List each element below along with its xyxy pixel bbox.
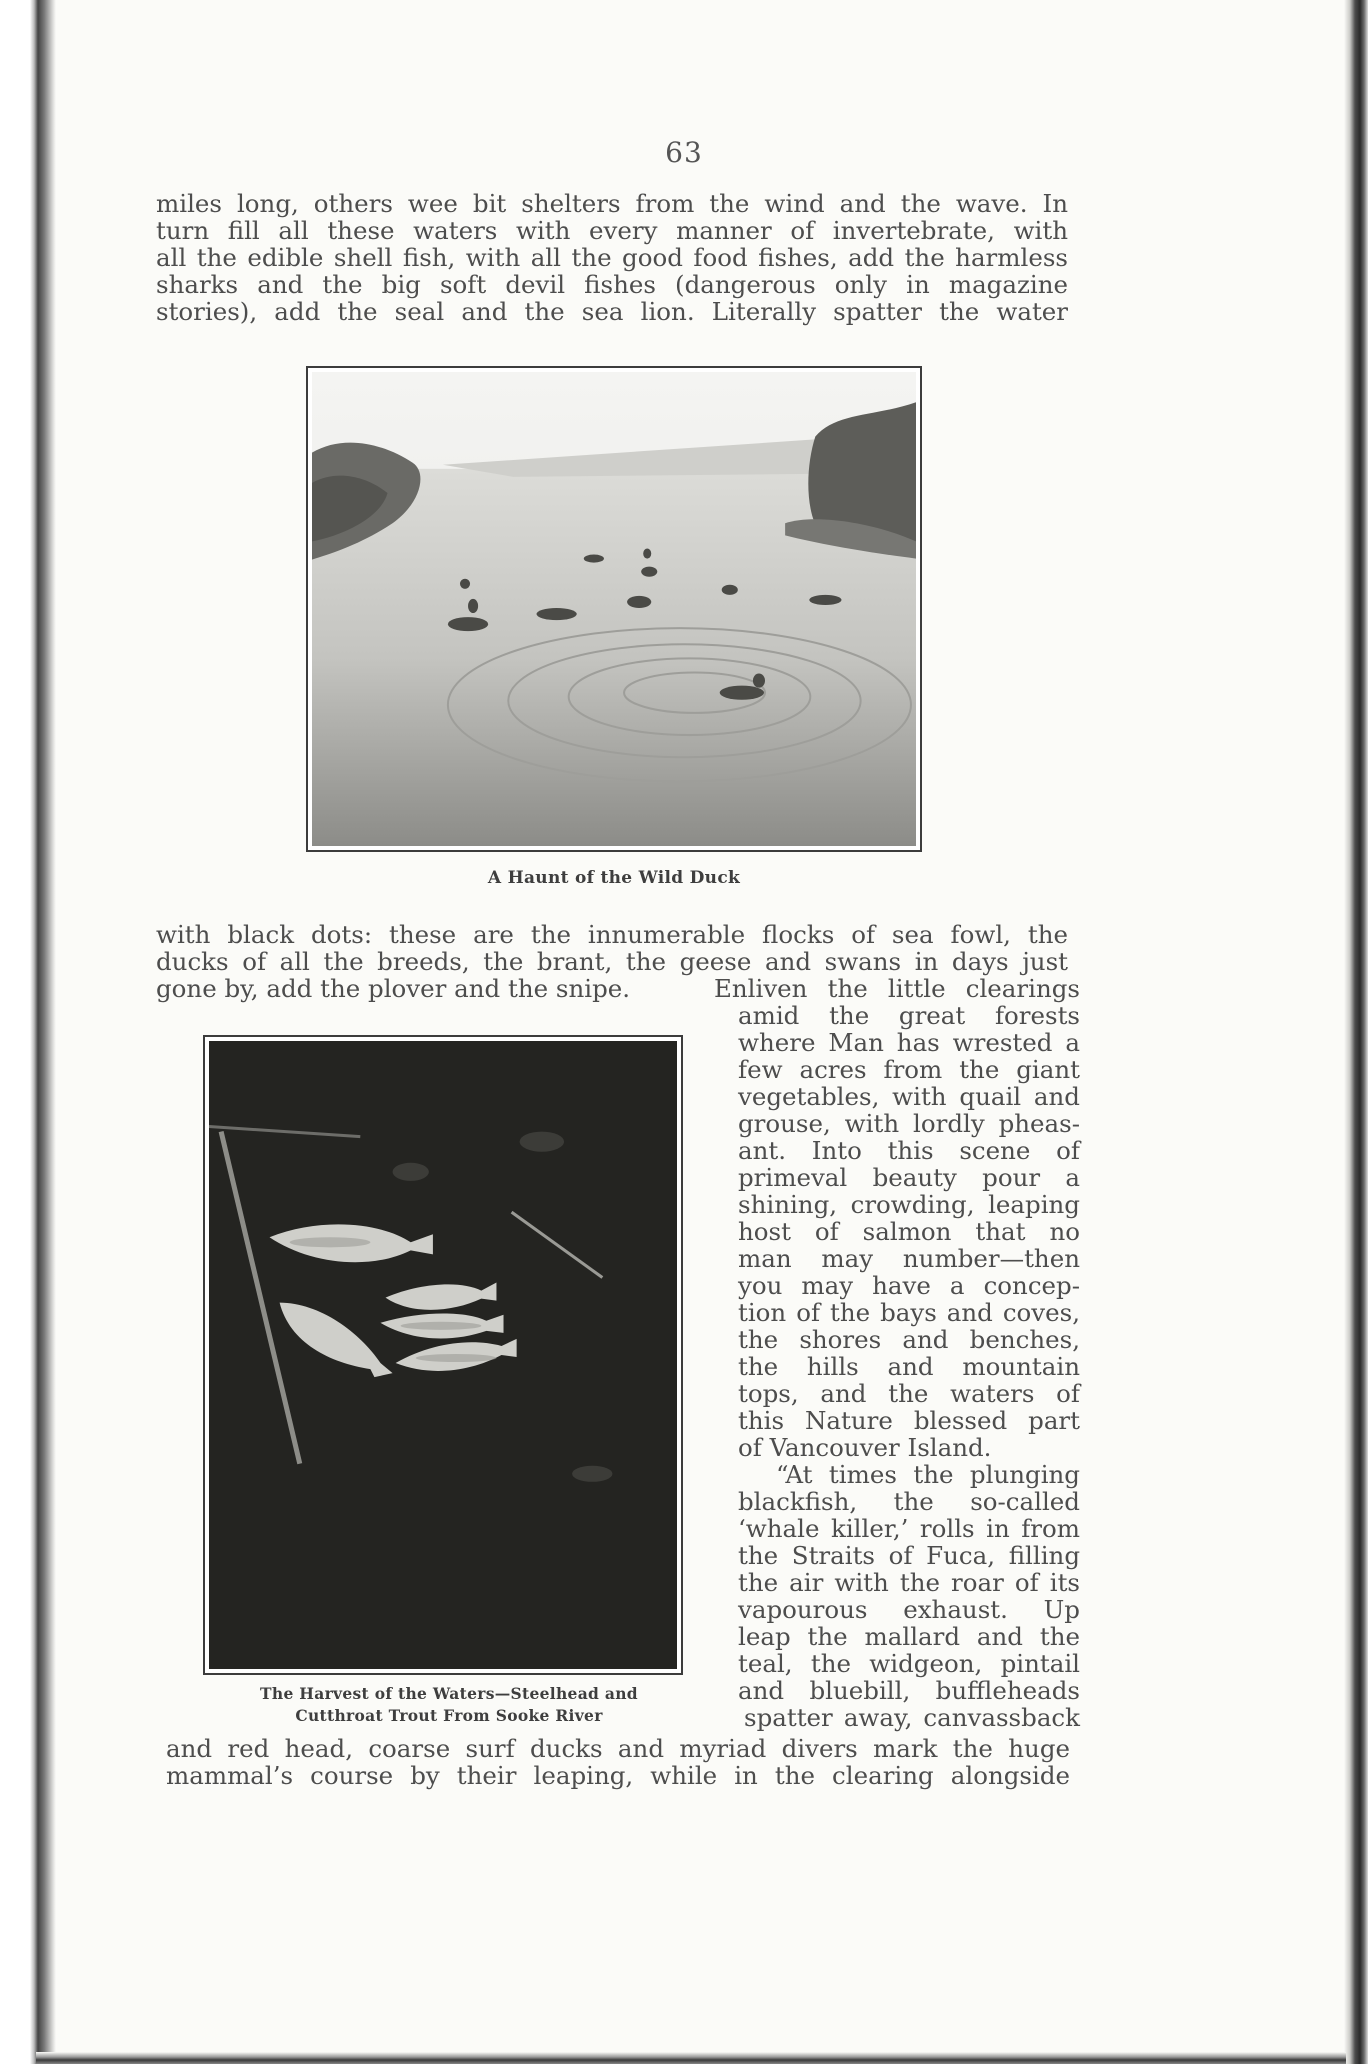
- wild-duck-caption: A Haunt of the Wild Duck: [487, 868, 741, 888]
- text-line: you may have a concep-: [738, 1271, 1080, 1300]
- text-line: the air with the roar of its: [738, 1568, 1080, 1597]
- scan-border-left: [0, 0, 56, 2064]
- text-line: host of salmon that no: [738, 1217, 1080, 1246]
- text-line: the shores and benches,: [738, 1325, 1080, 1354]
- text-line: this Nature blessed part: [738, 1406, 1080, 1435]
- text-line: turn fill all these waters with every manner of invertebrate, with: [156, 216, 1068, 245]
- text-line: and bluebill, buffleheads: [738, 1676, 1080, 1705]
- text-line: ‘whale killer,’ rolls in from: [738, 1514, 1080, 1543]
- wild-duck-photo: [306, 366, 922, 852]
- text-line: leap the mallard and the: [738, 1622, 1080, 1651]
- text-line: sharks and the big soft devil fishes (dangerous only in magazine: [156, 270, 1068, 299]
- text-line: few acres from the giant: [738, 1055, 1080, 1084]
- text-line: teal, the widgeon, pintail: [738, 1649, 1080, 1678]
- text-line: man may number—then: [738, 1244, 1080, 1273]
- text-line: shining, crowding, leaping: [738, 1190, 1080, 1219]
- scan-border-bottom: [36, 2052, 1346, 2064]
- text-line: stories), add the seal and the sea lion. Literally spatter the water: [156, 297, 1068, 326]
- text-line: the hills and mountain: [738, 1352, 1080, 1381]
- text-line: mammal’s course by their leaping, while in the clearing alongside: [166, 1761, 1070, 1790]
- text-line: and red head, coarse surf ducks and myriad divers mark the huge: [166, 1734, 1070, 1763]
- trout-caption-line2: Cutthroat Trout From Sooke River: [295, 1706, 603, 1725]
- text-line: vapourous exhaust. Up: [738, 1595, 1080, 1624]
- text-line: of Vancouver Island.: [738, 1433, 992, 1462]
- text-line: the Straits of Fuca, filling: [738, 1541, 1080, 1570]
- text-line: Enliven the little clearings: [714, 974, 1080, 1003]
- text-line: “At times the plunging: [776, 1460, 1080, 1489]
- text-line: all the edible shell fish, with all the good food fishes, add the harmless: [156, 243, 1068, 272]
- text-line: miles long, others wee bit shelters from the wind and the wave. In: [156, 189, 1068, 218]
- text-line: vegetables, with quail and: [738, 1082, 1080, 1111]
- trout-photo: [203, 1035, 683, 1675]
- trout-photo-image: [209, 1041, 677, 1669]
- text-line: where Man has wrested a: [738, 1028, 1080, 1057]
- text-line: spatter away, canvassback: [744, 1703, 1080, 1732]
- text-line: grouse, with lordly pheas-: [738, 1109, 1080, 1138]
- text-line: tion of the bays and coves,: [738, 1298, 1080, 1327]
- text-line: amid the great forests: [738, 1001, 1080, 1030]
- page-number: 63: [665, 136, 703, 169]
- trout-caption-line1: The Harvest of the Waters—Steelhead and: [260, 1684, 638, 1703]
- text-line: ant. Into this scene of: [738, 1136, 1080, 1165]
- text-line: with black dots: these are the innumerable flocks of sea fowl, the: [156, 920, 1068, 949]
- text-line: ducks of all the breeds, the brant, the geese and swans in days just: [156, 947, 1068, 976]
- wild-duck-photo-image: [312, 372, 916, 846]
- scan-border-right: [1344, 0, 1368, 2064]
- text-line: gone by, add the plover and the snipe.: [156, 974, 631, 1003]
- text-line: blackfish, the so-called: [738, 1487, 1080, 1516]
- text-line: tops, and the waters of: [738, 1379, 1080, 1408]
- text-line: primeval beauty pour a: [738, 1163, 1080, 1192]
